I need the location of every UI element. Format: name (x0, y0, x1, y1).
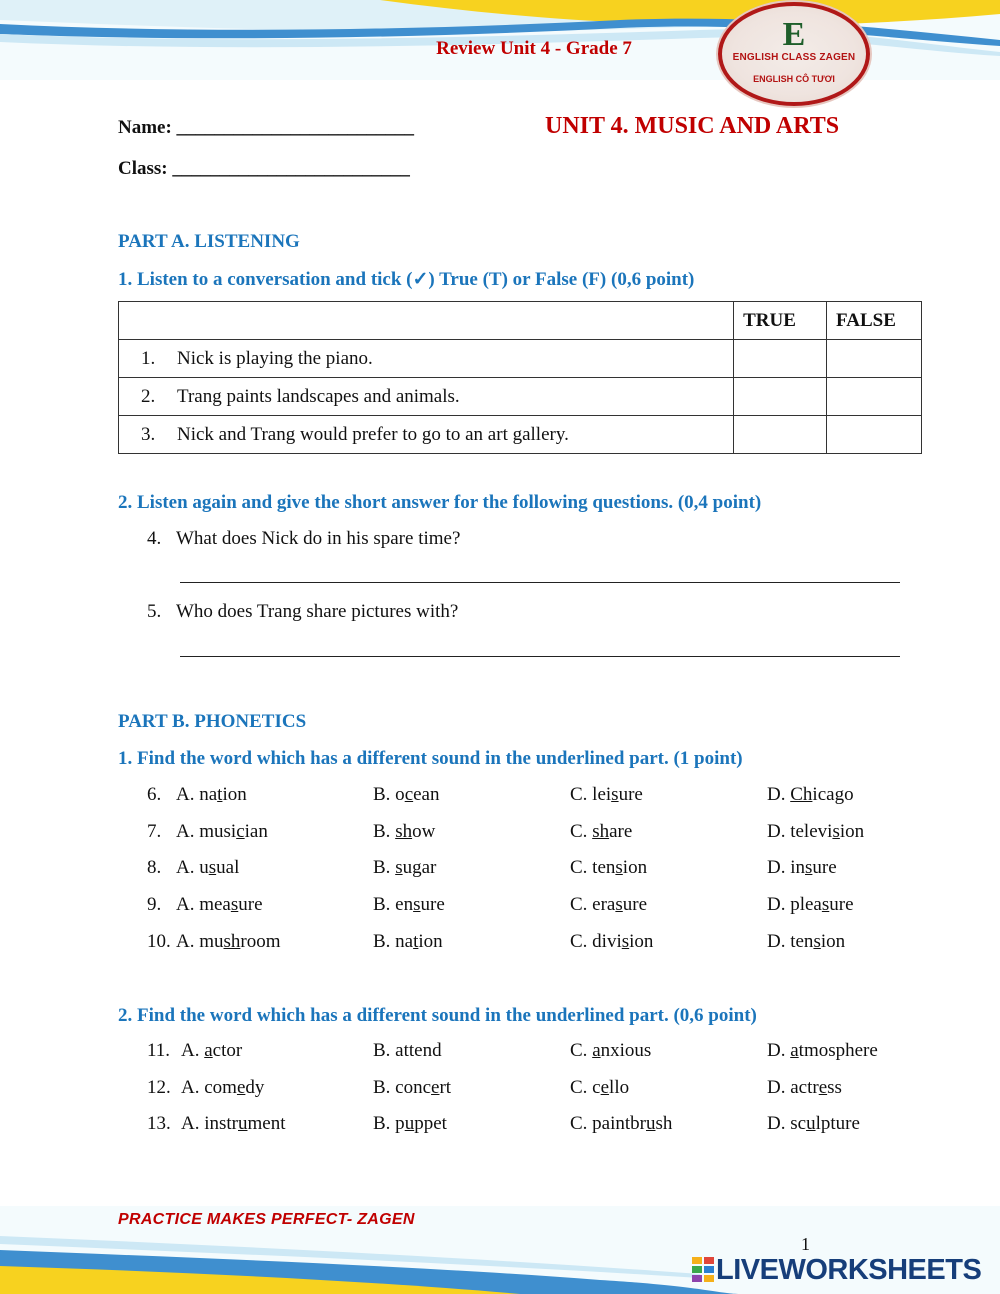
underlined-part: sh (395, 820, 413, 842)
option-text-part: ion (820, 930, 846, 952)
option-text-part: C. (570, 1040, 593, 1061)
question-number: 8. (147, 857, 162, 879)
header-title: Review Unit 4 - Grade 7 (436, 38, 632, 59)
option-text-part: are (609, 820, 633, 842)
option-a[interactable] (176, 784, 247, 806)
underlined-part: u (646, 1113, 656, 1135)
option-row (147, 784, 927, 808)
option-text-part: B. na (373, 930, 414, 952)
option-d[interactable] (767, 931, 845, 953)
option-text-part: ion (418, 930, 443, 952)
underlined-part: s (230, 894, 239, 916)
table-header-blank (119, 302, 734, 340)
option-row (147, 857, 927, 881)
option-b[interactable] (373, 1040, 442, 1062)
option-text-part: rt (439, 1076, 452, 1098)
option-a[interactable] (176, 821, 268, 843)
part-b-ex2-instruction: 2. Find the word which has a different sound in the underlined part. (0,6 point) (118, 1005, 757, 1026)
page-number: 1 (801, 1234, 810, 1254)
question-number: 12. (147, 1076, 171, 1098)
option-text-part: D. ten (767, 930, 814, 952)
question-4 (147, 528, 460, 550)
option-text-part: C. divi (570, 930, 622, 952)
option-text-part: B. attend (373, 1040, 442, 1061)
option-b[interactable] (373, 931, 443, 953)
false-tick-cell-3[interactable] (827, 416, 922, 454)
underlined-part: Ch (790, 784, 813, 805)
answer-line-5[interactable] (180, 656, 900, 657)
option-text-part: llo (609, 1076, 630, 1098)
option-row (147, 1077, 927, 1101)
option-text-part: ian (244, 820, 268, 842)
table-header-row (119, 302, 922, 340)
underlined-part: e (818, 1076, 828, 1098)
true-header: TRUE (734, 302, 827, 340)
option-row (147, 894, 927, 918)
option-text-part: A. mea (176, 894, 231, 916)
underlined-part: t (413, 930, 419, 952)
option-text-part: A. instr (181, 1113, 238, 1135)
part-b-title: PART B. PHONETICS (118, 711, 307, 732)
option-text-part: B. conc (373, 1076, 432, 1098)
statement-number: 3. (141, 423, 156, 445)
part-a-ex2-instruction: 2. Listen again and give the short answer for the following questions. (0,4 point) (118, 492, 762, 513)
option-c[interactable] (570, 857, 647, 879)
option-d[interactable] (767, 821, 864, 843)
option-d[interactable] (767, 784, 854, 806)
part-a-title: PART A. LISTENING (118, 231, 300, 252)
option-text-part: D. actr (767, 1076, 819, 1098)
underlined-part: c (404, 784, 414, 805)
option-d[interactable] (767, 1113, 860, 1135)
option-d[interactable] (767, 894, 854, 916)
underlined-part: s (413, 894, 421, 916)
option-text-part: ure (238, 894, 263, 916)
option-text-part: ure (622, 894, 648, 916)
statement-cell (119, 416, 734, 454)
option-text-part: D. (767, 1040, 791, 1061)
option-text-part: tmosphere (798, 1040, 878, 1061)
table-row (119, 416, 922, 454)
option-a[interactable] (176, 857, 239, 879)
part-a-ex1-instruction: 1. Listen to a conversation and tick (✓) True (T) or False (F) (0,6 point) (118, 269, 695, 290)
option-text-part: ion (629, 930, 654, 952)
statement-cell (119, 378, 734, 416)
option-text-part: A. musi (176, 820, 237, 842)
option-row (147, 931, 927, 955)
false-tick-cell-2[interactable] (827, 378, 922, 416)
option-text-part: A. u (176, 857, 209, 879)
option-text-part: B. en (373, 894, 414, 916)
option-c[interactable] (570, 1040, 651, 1062)
option-text-part: D. in (767, 857, 805, 879)
option-d[interactable] (767, 1040, 878, 1062)
option-c[interactable] (570, 1113, 672, 1135)
option-b[interactable] (373, 857, 436, 879)
option-text-part: ctor (212, 1040, 243, 1061)
option-b[interactable] (373, 1113, 447, 1135)
underlined-part: a (204, 1040, 213, 1061)
option-c[interactable] (570, 894, 647, 916)
option-text-part: ss (827, 1076, 842, 1098)
underlined-part: s (615, 857, 623, 879)
option-row (147, 1113, 927, 1137)
option-text-part: icago (812, 784, 854, 805)
question-number: 5. (147, 601, 162, 622)
underlined-part: s (813, 930, 821, 952)
logo-line-2: ENGLISH CÔ TƯƠI (753, 74, 835, 84)
liveworksheets-logo[interactable] (692, 1254, 992, 1288)
underlined-part: s (805, 857, 813, 879)
liveworksheets-icon (692, 1257, 714, 1283)
false-header: FALSE (827, 302, 922, 340)
option-text-part: ure (829, 894, 854, 916)
option-text-part: D. televi (767, 820, 833, 842)
question-text: What does Nick do in his spare time? (176, 528, 461, 549)
option-text-part: C. era (570, 894, 616, 916)
underlined-part: s (395, 857, 403, 879)
option-c[interactable] (570, 1077, 629, 1099)
option-text-part: ion (622, 857, 648, 879)
option-d[interactable] (767, 1077, 842, 1099)
logo-letter: E (782, 16, 806, 53)
option-text-part: C. ten (570, 857, 616, 879)
option-text-part: C. paintbr (570, 1113, 646, 1135)
option-text-part: A. na (176, 784, 218, 805)
option-text-part: B. p (373, 1113, 405, 1135)
option-text-part: ment (247, 1113, 286, 1135)
option-row (147, 821, 927, 845)
underlined-part: u (238, 1113, 248, 1135)
option-b[interactable] (373, 1077, 451, 1099)
underlined-part: s (832, 820, 840, 842)
option-text-part: sh (655, 1113, 673, 1135)
option-row (147, 1040, 927, 1064)
option-text-part: B. (373, 857, 396, 879)
question-number: 13. (147, 1113, 171, 1135)
true-tick-cell-3[interactable] (734, 416, 827, 454)
statement-text: Nick is playing the piano. (177, 347, 373, 369)
statement-number: 1. (141, 347, 156, 369)
true-false-table (118, 301, 922, 454)
underlined-part: u (404, 1113, 415, 1135)
option-text-part: ppet (414, 1113, 447, 1135)
name-field[interactable]: Name: _________________________ (118, 117, 415, 138)
option-text-part: ual (216, 857, 240, 879)
underlined-part: s (615, 894, 623, 916)
option-text-part: ean (413, 784, 440, 805)
option-text-part: D. (767, 784, 791, 805)
option-a[interactable] (181, 1113, 286, 1135)
option-text-part: room (240, 930, 281, 952)
statement-cell (119, 340, 734, 378)
class-logo (718, 2, 870, 106)
option-text-part: A. mu (176, 930, 224, 952)
part-b-ex1-instruction: 1. Find the word which has a different sound in the underlined part. (1 point) (118, 748, 743, 769)
underlined-part: e (431, 1076, 440, 1098)
question-5 (147, 601, 458, 623)
true-tick-cell-1[interactable] (734, 340, 827, 378)
option-a[interactable] (181, 1077, 264, 1099)
option-text-part: C. (570, 820, 593, 842)
option-text-part: ure (618, 784, 643, 805)
question-number: 7. (147, 820, 162, 842)
option-b[interactable] (373, 821, 435, 843)
underlined-part: e (600, 1076, 610, 1098)
underlined-part: a (592, 1040, 601, 1061)
unit-title: UNIT 4. MUSIC AND ARTS (545, 113, 840, 139)
underlined-part: a (790, 1040, 799, 1061)
option-c[interactable] (570, 821, 632, 843)
question-number: 6. (147, 784, 162, 805)
logo-line-1: ENGLISH CLASS ZAGEN (732, 52, 856, 63)
question-number: 4. (147, 528, 162, 549)
option-d[interactable] (767, 857, 837, 879)
statement-text: Trang paints landscapes and animals. (177, 385, 460, 407)
underlined-part: s (621, 930, 630, 952)
true-tick-cell-2[interactable] (734, 378, 827, 416)
underlined-part: sh (592, 820, 610, 842)
option-c[interactable] (570, 931, 653, 953)
option-text-part: B. o (373, 784, 405, 805)
underlined-part: u (806, 1113, 816, 1135)
answer-line-4[interactable] (180, 582, 900, 583)
option-text-part: A. com (181, 1076, 237, 1098)
option-text-part: ure (420, 894, 445, 916)
statement-text: Nick and Trang would prefer to go to an art gallery. (177, 423, 569, 445)
option-text-part: nxious (600, 1040, 652, 1061)
question-number: 11. (147, 1040, 171, 1061)
false-tick-cell-1[interactable] (827, 340, 922, 378)
option-text-part: C. lei (570, 784, 612, 805)
table-row (119, 378, 922, 416)
option-a[interactable] (176, 894, 263, 916)
option-a[interactable] (176, 931, 281, 953)
footer-motto: PRACTICE MAKES PERFECT- ZAGEN (118, 1211, 415, 1228)
option-text-part: ow (412, 820, 436, 842)
liveworksheets-wordmark: LIVEWORKSHEETS (716, 1254, 982, 1286)
table-row (119, 340, 922, 378)
option-text-part: lpture (815, 1113, 860, 1135)
underlined-part: s (611, 784, 619, 805)
underlined-part: s (208, 857, 217, 879)
option-text-part: ugar (402, 857, 437, 879)
class-field[interactable]: Class: _________________________ (118, 158, 410, 179)
option-b[interactable] (373, 894, 445, 916)
underlined-part: t (217, 784, 223, 805)
underlined-part: s (821, 894, 830, 916)
question-number: 9. (147, 894, 162, 916)
underlined-part: sh (223, 930, 241, 952)
option-a[interactable] (181, 1040, 242, 1062)
option-b[interactable] (373, 784, 440, 806)
option-text-part: D. sc (767, 1113, 807, 1135)
option-text-part: B. (373, 820, 396, 842)
question-number: 10. (147, 930, 171, 952)
underlined-part: e (236, 1076, 246, 1098)
statement-number: 2. (141, 385, 156, 407)
question-text: Who does Trang share pictures with? (176, 601, 459, 622)
option-text-part: C. c (570, 1076, 601, 1098)
option-text-part: A. (181, 1040, 205, 1061)
underlined-part: c (236, 820, 245, 842)
option-text-part: dy (245, 1076, 265, 1098)
option-text-part: ion (839, 820, 865, 842)
option-text-part: D. plea (767, 894, 822, 916)
option-text-part: ure (812, 857, 837, 879)
option-c[interactable] (570, 784, 643, 806)
option-text-part: ion (222, 784, 247, 805)
